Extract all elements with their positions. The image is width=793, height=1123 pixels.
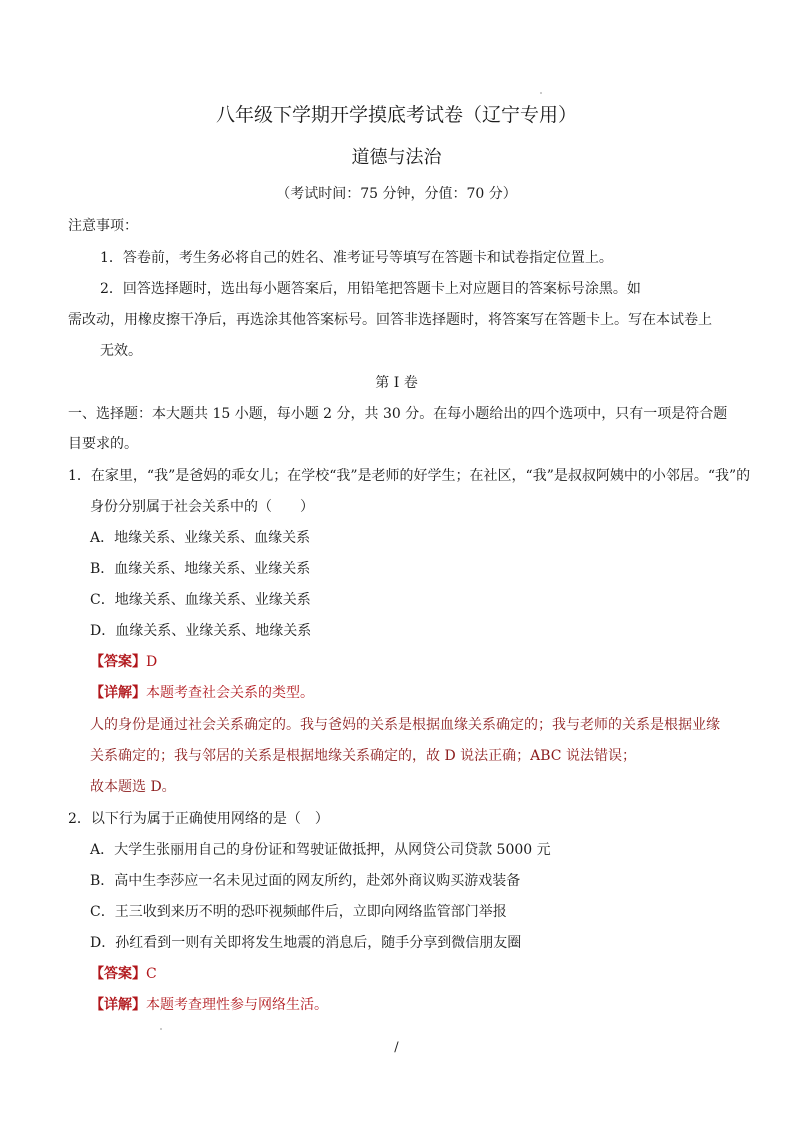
q2-option-d: D．孙红看到一则有关即将发生地震的消息后，随手分享到微信朋友圈 [90, 935, 522, 951]
section-intro-line2: 目要求的。 [68, 436, 138, 452]
q2-option-b: B．高中生李莎应一名未见过面的网友所约，赴郊外商议购买游戏装备 [90, 873, 521, 889]
q2-answer-tag: 【答案】 [90, 966, 146, 982]
q1-stem-line1: 1．在家里，“我”是爸妈的乖女儿；在学校“我”是老师的好学生；在社区，“我”是叔叔阿姨中的小邻居。“我”的 [68, 468, 751, 484]
exam-subject: 道德与法治 [351, 147, 442, 168]
exam-title: 八年级下学期开学摸底考试卷（辽宁专用） [215, 104, 577, 126]
q1-detail-text: 本题考查社会关系的类型。 [146, 685, 314, 701]
notice-item-1: 1．答卷前，考生务必将自己的姓名、准考证号等填写在答题卡和试卷指定位置上。 [100, 250, 613, 266]
q1-option-d: D．血缘关系、业缘关系、地缘关系 [90, 623, 312, 639]
q1-explain-line2: 关系确定的；我与邻居的关系是根据地缘关系确定的，故 D 说法正确；ABC 说法错误； [90, 748, 636, 764]
q1-option-a: A．地缘关系、业缘关系、血缘关系 [90, 530, 311, 546]
notice-heading: 注意事项： [68, 218, 138, 234]
notice-item-2-line2: 需改动，用橡皮擦干净后，再选涂其他答案标号。回答非选择题时，将答案写在答题卡上。写在本试卷上 [68, 312, 712, 328]
q1-answer-tag: 【答案】 [90, 654, 146, 670]
q2-answer-value: C [146, 966, 157, 982]
q2-option-c: C．王三收到来历不明的恐吓视频邮件后，立即向网络监管部门举报 [90, 904, 507, 920]
q1-explain-line1: 人的身份是通过社会关系确定的。我与爸妈的关系是根据血缘关系确定的；我与老师的关系是根据业缘 [90, 717, 720, 733]
q2-stem: 2．以下行为属于正确使用网络的是（ ） [68, 811, 329, 827]
notice-item-2-line1: 2．回答选择题时，选出每小题答案后，用铅笔把答题卡上对应题目的答案标号涂黑。如 [100, 281, 641, 297]
q2-detail [90, 995, 328, 1015]
volume-heading: 第 I 卷 [375, 375, 418, 391]
q1-detail-tag: 【详解】 [90, 685, 146, 701]
q2-answer [90, 964, 157, 984]
q1-detail [90, 683, 314, 703]
section-intro-line1: 一、选择题：本大题共 15 小题，每小题 2 分，共 30 分。在每小题给出的四个选项中，只有一项是符合题 [68, 406, 728, 422]
q1-explain-line3: 故本题选 D。 [90, 779, 176, 795]
scan-dot [540, 92, 542, 94]
q1-answer [90, 652, 157, 672]
q2-detail-text: 本题考查理性参与网络生活。 [146, 997, 328, 1013]
q1-option-c: C．地缘关系、血缘关系、业缘关系 [90, 592, 311, 608]
q2-option-a: A．大学生张丽用自己的身份证和驾驶证做抵押，从网贷公司贷款 5000 元 [90, 842, 551, 858]
notice-item-2-line3: 无效。 [100, 343, 142, 359]
exam-info: （考试时间：75 分钟，分值：70 分） [276, 186, 517, 202]
q1-stem-line2: 身份分别属于社会关系中的（ ） [90, 499, 314, 515]
page-number: / [394, 1040, 399, 1055]
q1-option-b: B．血缘关系、地缘关系、业缘关系 [90, 561, 311, 577]
q1-answer-value: D [146, 654, 158, 670]
q2-detail-tag: 【详解】 [90, 997, 146, 1013]
scan-dot [160, 1028, 162, 1030]
